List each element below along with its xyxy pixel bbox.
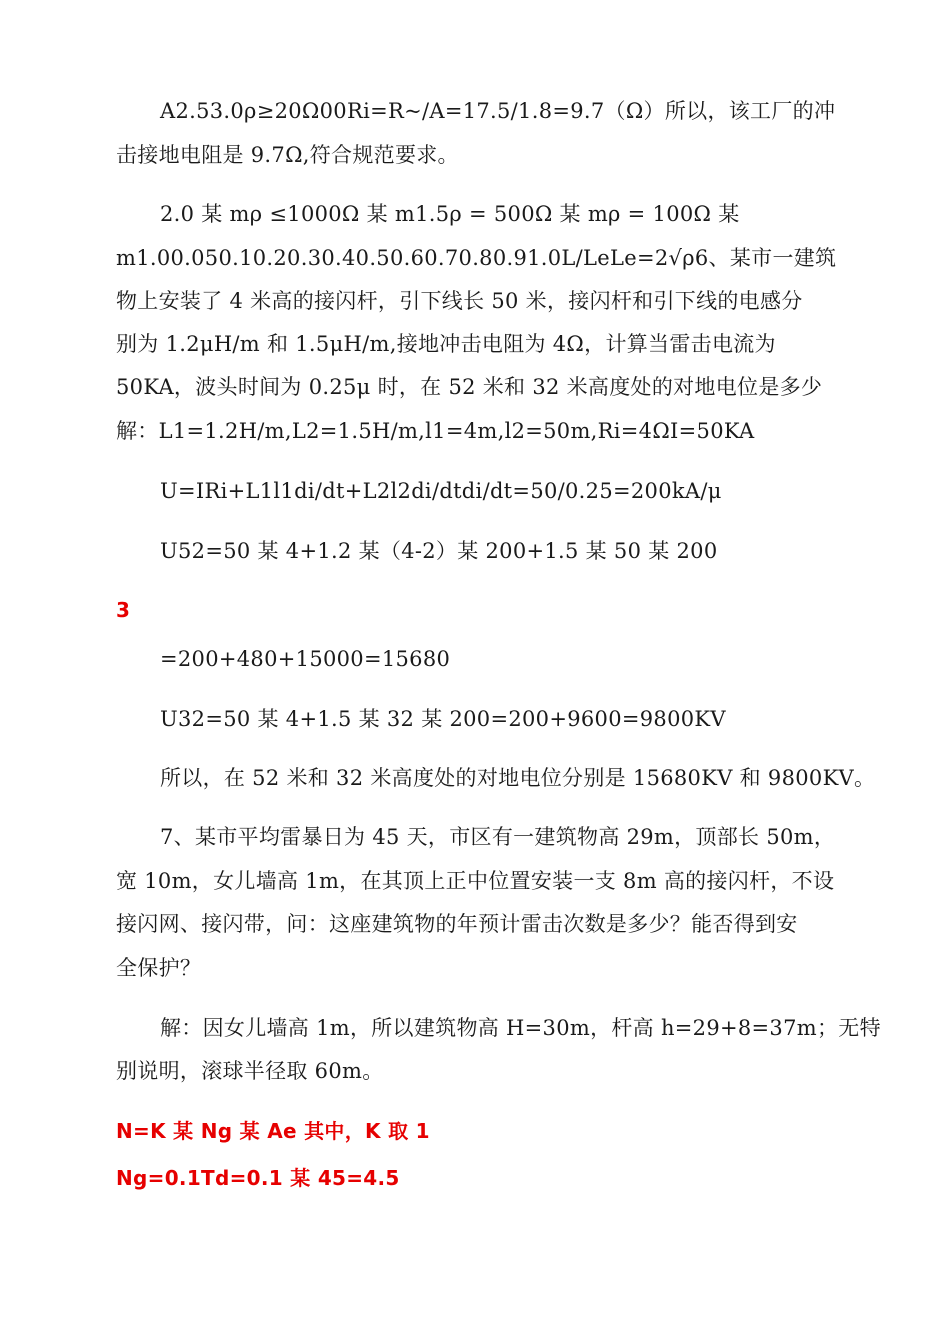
page-number: 3 [116, 598, 131, 622]
text-line: 所以，在 52 米和 32 米高度处的对地电位分别是 15680KV 和 9800KV。 [160, 766, 876, 790]
text-line: 击接地电阻是 9.7Ω,符合规范要求。 [116, 143, 459, 167]
text-line: 50KA，波头时间为 0.25μ 时，在 52 米和 32 米高度处的对地电位是多少 [116, 375, 823, 399]
text-line: U52=50 某 4+1.2 某（4-2）某 200+1.5 某 50 某 200 [160, 539, 718, 563]
text-line: 7、某市平均雷暴日为 45 天，市区有一建筑物高 29m，顶部长 50m， [160, 825, 836, 849]
text-line: 别说明，滚球半径取 60m。 [116, 1059, 384, 1083]
text-line: 全保护？ [116, 956, 202, 980]
text-line: =200+480+15000=15680 [160, 647, 451, 671]
text-line: 接闪网、接闪带，问：这座建筑物的年预计雷击次数是多少？能否得到安 [116, 912, 798, 936]
formula-line: N=K 某 Ng 某 Ae 其中，K 取 1 [116, 1119, 430, 1143]
text-line: 别为 1.2μH/m 和 1.5μH/m,接地冲击电阻为 4Ω，计算当雷击电流为 [116, 332, 776, 356]
text-line: A2.53.0ρ≥20Ω00Ri=R~/A=17.5/1.8=9.7（Ω）所以，该工厂的冲 [160, 99, 836, 123]
text-line: 解：因女儿墙高 1m，所以建筑物高 H=30m，杆高 h=29+8=37m；无特 [160, 1016, 881, 1040]
text-line: 宽 10m，女儿墙高 1m，在其顶上正中位置安装一支 8m 高的接闪杆，不设 [116, 869, 835, 893]
text-line: 2.0 某 mρ ≤1000Ω 某 m1.5ρ = 500Ω 某 mρ = 100Ω 某 [160, 202, 740, 226]
text-line: U32=50 某 4+1.5 某 32 某 200=200+9600=9800KV [160, 707, 726, 731]
text-line: 物上安装了 4 米高的接闪杆，引下线长 50 米，接闪杆和引下线的电感分 [116, 289, 803, 313]
text-line: m1.00.050.10.20.30.40.50.60.70.80.91.0L/LeLe=2√ρ6、某市一建筑 [116, 246, 837, 270]
text-line: U=IRi+L1l1di/dt+L2l2di/dtdi/dt=50/0.25=200kA/μ [160, 479, 722, 503]
text-line: 解：L1=1.2H/m,L2=1.5H/m,l1=4m,l2=50m,Ri=4ΩI=50KA [116, 419, 755, 443]
formula-line: Ng=0.1Td=0.1 某 45=4.5 [116, 1166, 400, 1190]
